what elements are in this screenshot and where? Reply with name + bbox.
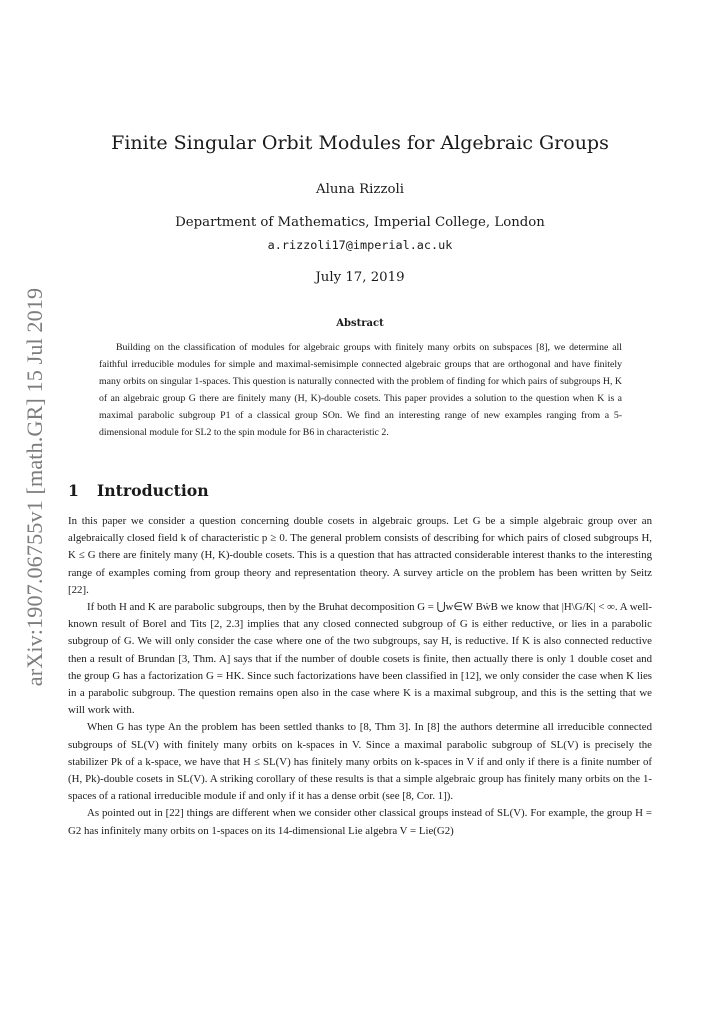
body-paragraph: When G has type An the problem has been settled thanks to [8, Thm 3]. In [8] the authors determine all irreducible connected subgroups of SL(V) with finitely many orbits on k-spaces in V. Since a maximal parabolic subgroup of SL(V) is precisely the stabilizer Pk of a k-space, we have that H ≤ SL(V) has finitely many orbits on k-spaces in V if and only if there is a finite number of (H, Pk)-double cosets in SL(V). A striking corollary of these results is that a simple algebraic group has finitely many orbits on the 1-spaces of a rational irreducible module if and only if it has a dense orbit (see [8, Cor. 1]). (68, 721, 652, 803)
author-email[interactable]: a.rizzoli17@imperial.ac.uk (267, 238, 453, 252)
author-name: Aluna Rizzoli (316, 182, 404, 197)
arxiv-sidebar-stamp (20, 281, 50, 692)
body-paragraph: In this paper we consider a question concerning double cosets in algebraic groups. Let G be a simple algebraic group over an algebraically closed field k of characteristic p ≥ 0. The general problem consists of describing for which pairs of closed subgroups H, K ≤ G there are finitely many (H, K)-double cosets. This is a question that has attracted considerable interest thanks to the interesting range of examples coming from group theory and representation theory. A survey article on the problem has been written by Seitz [22]. (68, 515, 652, 596)
body-paragraph: If both H and K are parabolic subgroups, then by the Bruhat decomposition G = ⋃w∈W BẇB we know that |H\G/K| < ∞. A well-known result of Borel and Tits [2, 2.3] implies that any closed connected subgroup of G is either reductive, or lies in a parabolic subgroup of G. We will only consider the case where one of the two subgroups, say H, is reductive. If K is also connected reductive then a result of Brundan [3, Thm. A] says that if the number of double cosets is finite, then actually there is only 1 double coset and the group G has a factorization G = HK. Since such factorizations have been classified in [12], we only consider the case when K lies in a parabolic subgroup. The question remains open also in the case where K is a maximal subgroup, and this is the setting that we will work with. (68, 601, 652, 717)
author-affiliation: Department of Mathematics, Imperial College, London (175, 215, 545, 230)
paper-date: July 17, 2019 (315, 270, 405, 285)
section-title: Introduction (96, 481, 209, 500)
arxiv-identifier: arXiv:1907.06755v1 [math.GR] 15 Jul 2019 (22, 287, 47, 686)
body-paragraph: As pointed out in [22] things are different when we consider other classical groups instead of SL(V). For example, the group H = G2 has infinitely many orbits on 1-spaces on its 14-dimensional Lie algebra V = Lie(G2) (68, 807, 652, 837)
abstract-text: Building on the classification of modules for algebraic groups with finitely many orbits on subspaces [8], we determine all faithful irreducible modules for simple and maximal-semisimple connected algebraic groups that are orthogonal and have finitely many orbits on singular 1-spaces. This question is naturally connected with the problem of finding for which pairs of subgroups H, K of an algebraic group G there are finitely many (H, K)-double cosets. This paper provides a solution to the question when K is a maximal parabolic subgroup P1 of a classical group SOn. We find an interesting range of new examples ranging from a 5-dimensional module for SL2 to the spin module for B6 in characteristic 2. (99, 342, 622, 439)
section-number: 1 (68, 481, 79, 500)
section-body (68, 513, 652, 840)
paper-title: Finite Singular Orbit Modules for Algebraic Groups (111, 132, 609, 154)
section-heading (68, 481, 209, 500)
abstract-heading: Abstract (336, 318, 384, 329)
